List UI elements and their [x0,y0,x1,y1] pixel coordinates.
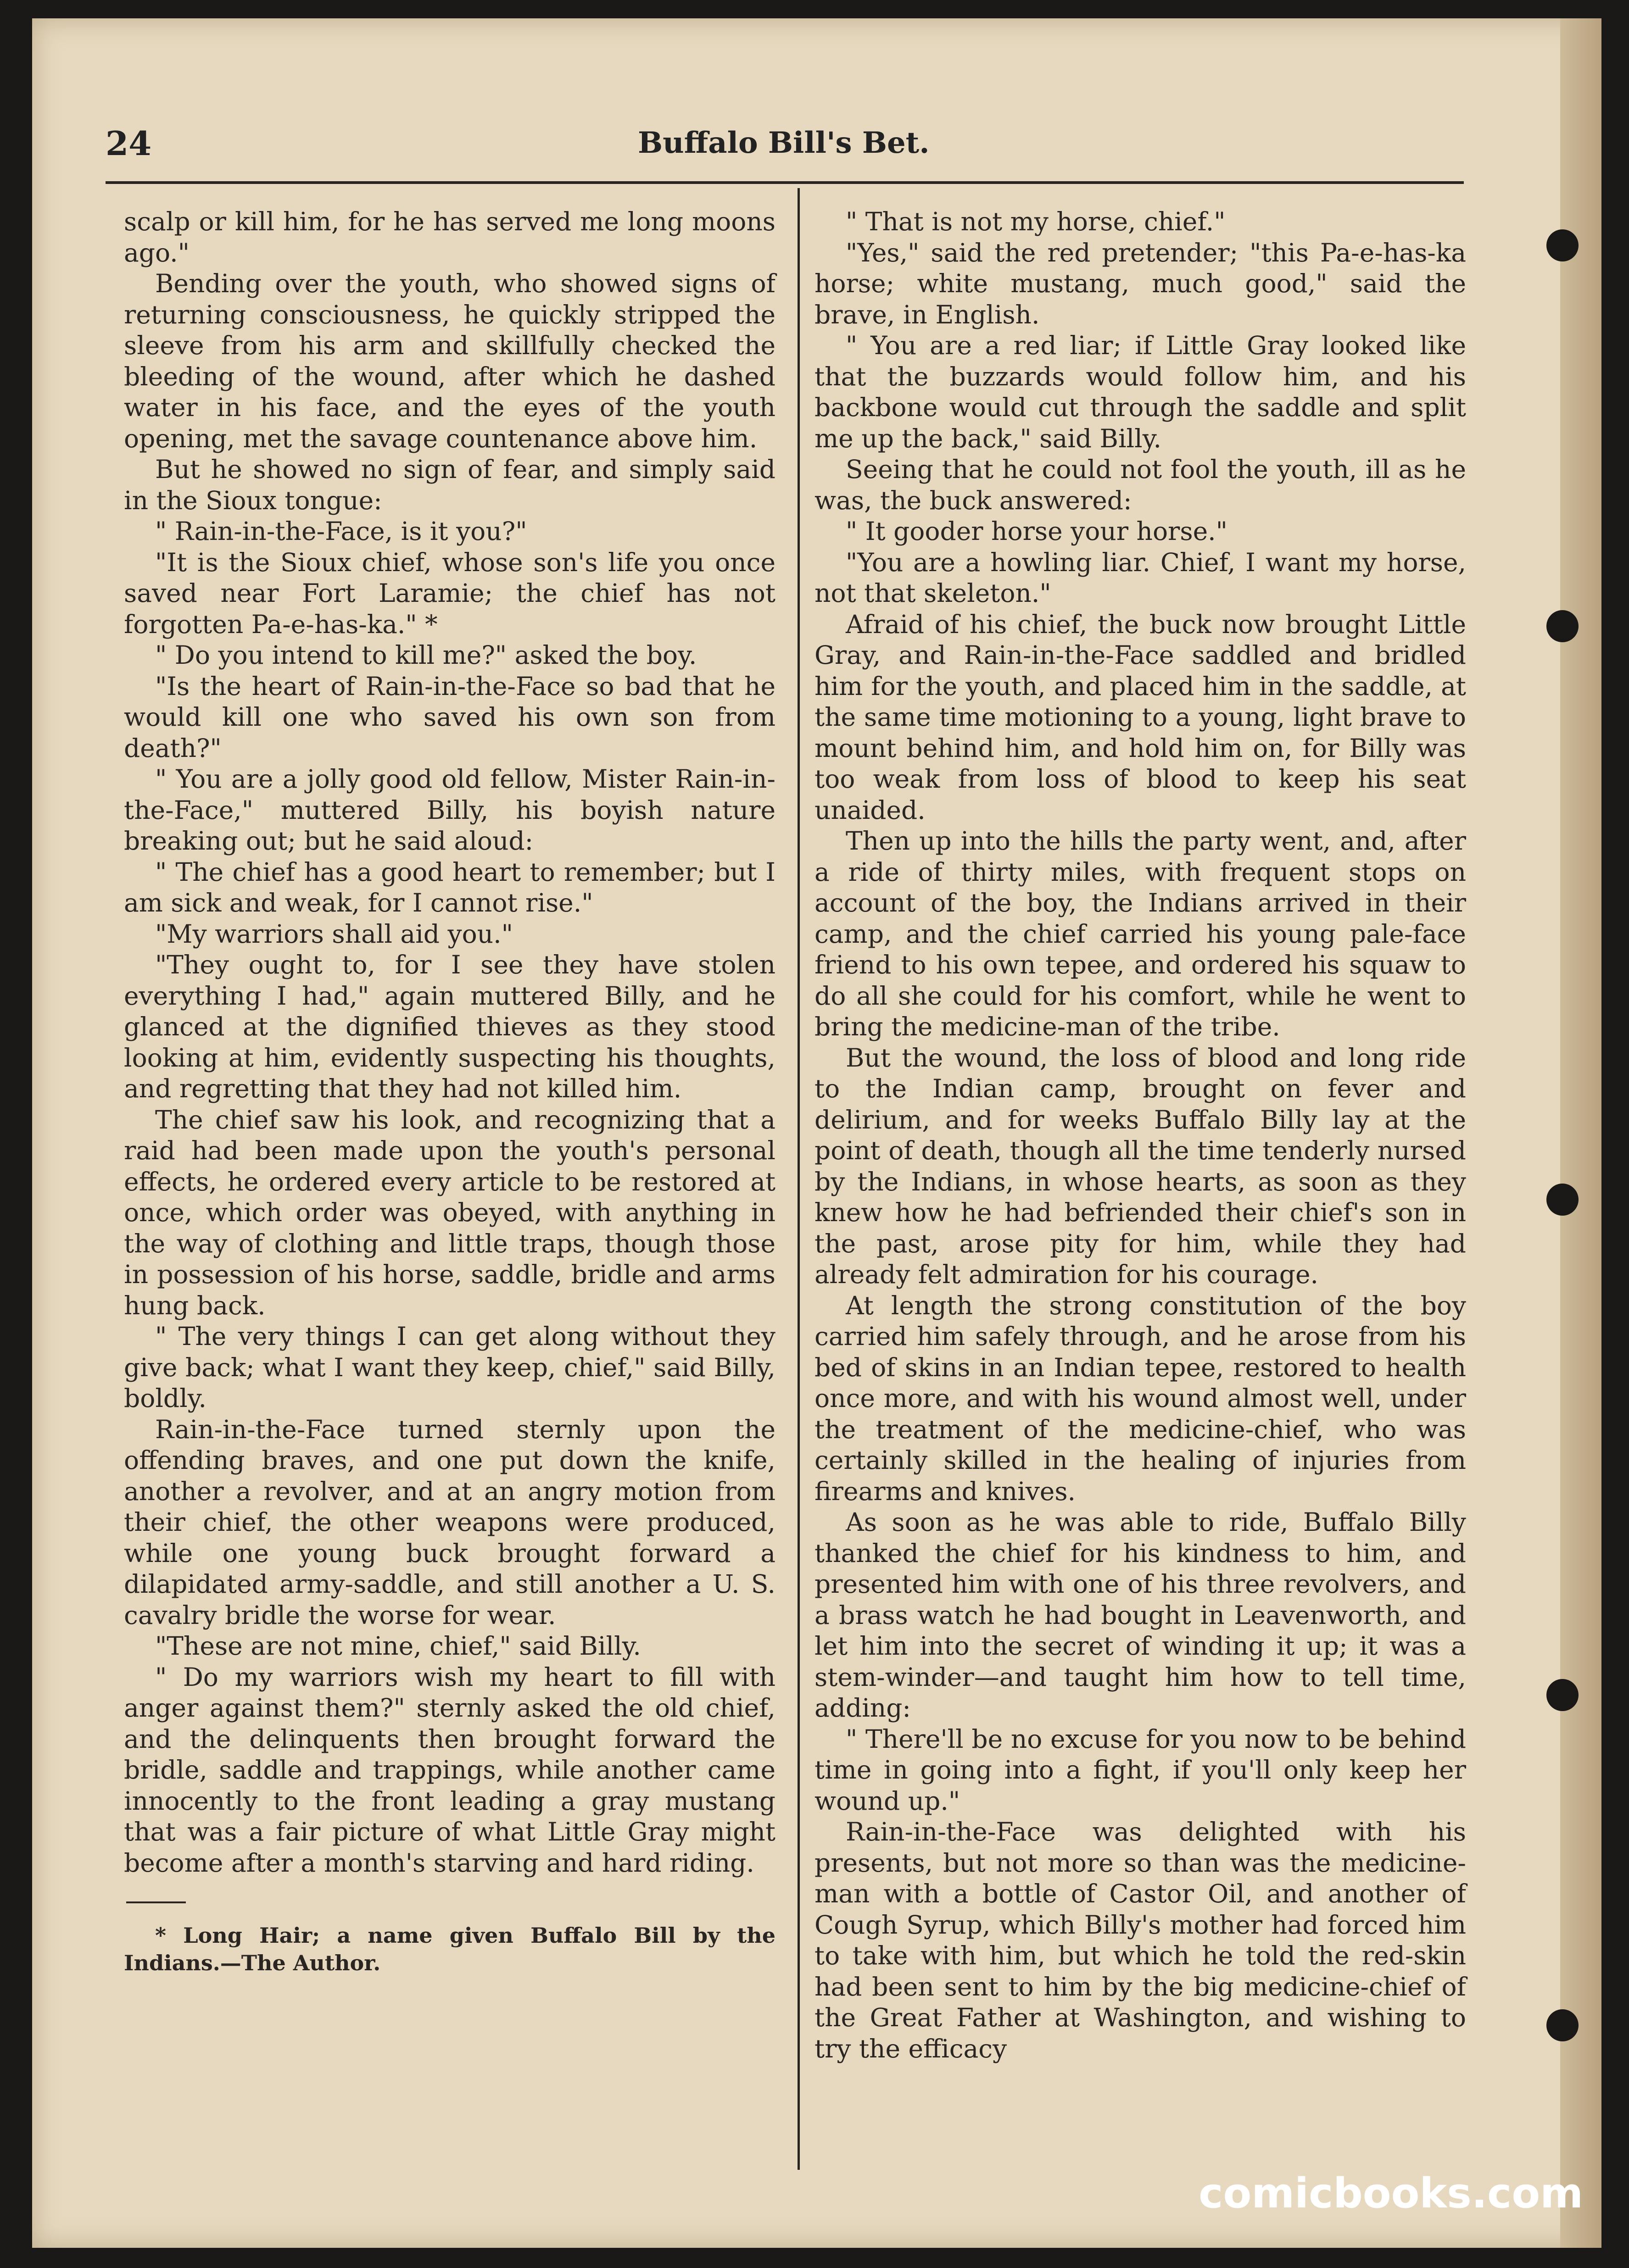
paragraph: "It is the Sioux chief, whose son's life you once saved near Fort Laramie; the chief has not forgotten Pa-e-has-ka." * [124,547,775,639]
binding-stitch [1546,610,1579,642]
header-rule [106,181,1464,184]
binding-stitch [1546,2009,1579,2041]
paragraph: "Is the heart of Rain-in-the-Face so bad that he would kill one who saved his own son from death?" [124,671,775,763]
page-number: 24 [106,124,152,163]
paragraph: " Do my warriors wish my heart to fill with anger against them?" sternly asked the old chief, and the delinquents then brought forward the bridle, saddle and trappings, while another came innocently to the front leading a gray mustang that was a fair picture of what Little Gray might become after a month's starving and hard riding. [124,1662,775,1878]
paragraph: Bending over the youth, who showed signs of returning consciousness, he quickly stripped the sleeve from his arm and skillfully checked the bleeding of the wound, after which he dashed water in his face, and the eyes of the youth opening, met the savage countenance above him. [124,269,775,453]
column-divider [798,188,800,2170]
paragraph: Seeing that he could not fool the youth, ill as he was, the buck answered: [814,455,1466,515]
paragraph: " The chief has a good heart to remember; but I am sick and weak, for I cannot rise." [124,857,775,917]
paragraph: Then up into the hills the party went, and, after a ride of thirty miles, with frequent stops on account of the boy, the Indians arrived in their camp, and the chief carried his young pale-face friend to his own tepee, and ordered his squaw to do all she could for his comfort, while he went to bring the medicine-man of the tribe. [814,826,1466,1041]
paragraph: " The very things I can get along without they give back; what I want they keep, chief," said Billy, boldly. [124,1322,775,1413]
paragraph: "My warriors shall aid you." [155,919,513,949]
left-column [124,206,775,1977]
paragraph: "You are a howling liar. Chief, I want my horse, not that skeleton." [814,547,1466,608]
running-title: Buffalo Bill's Bet. [638,126,930,160]
paragraph: The chief saw his look, and recognizing that a raid had been made upon the youth's personal effects, he ordered every article to be restored at once, which order was obeyed, with anything in the way of clothing and little traps, though those in possession of his horse, saddle, bridle and arms hung back. [124,1105,775,1320]
paragraph: Rain-in-the-Face turned sternly upon the offending braves, and one put down the knife, another a revolver, and at an angry motion from their chief, the other weapons were produced, while one young buck brought forward a dilapidated army-saddle, and still another a U. S. cavalry bridle the worse for wear. [124,1414,775,1630]
binding-stitch [1546,229,1579,261]
page-binding [1560,18,1601,2248]
paragraph: "They ought to, for I see they have stolen everything I had," again muttered Billy, and he glanced at the dignified thieves as they stood looking at him, evidently suspecting his thoughts, and regretting that they had not killed him. [124,950,775,1103]
paragraph: " You are a jolly good old fellow, Mister Rain-in-the-Face," muttered Billy, his boyish nature breaking out; but he said aloud: [124,764,775,856]
paragraph: Afraid of his chief, the buck now brought Little Gray, and Rain-in-the-Face saddled and bridled him for the youth, and placed him in the saddle, at the same time motioning to a young, light brave to mount behind him, and hold him on, for Billy was too weak from loss of blood to keep his seat unaided. [814,609,1466,825]
footnote-rule [126,1901,186,1903]
watermark: comicbooks.com [1199,2169,1583,2218]
paragraph: scalp or kill him, for he has served me long moons ago." [124,207,775,267]
binding-stitch [1546,1184,1579,1216]
paragraph: " It gooder horse your horse." [846,517,1227,546]
page-header [106,124,1464,165]
paragraph: " There'll be no excuse for you now to be behind time in going into a fight, if you'll only keep her wound up." [814,1724,1466,1816]
paragraph: At length the strong constitution of the boy carried him safely through, and he arose from his bed of skins in an Indian tepee, restored to health once more, and with his wound almost well, under the treatment of the medicine-chief, who was certainly skilled in the healing of injuries from firearms and knives. [814,1290,1466,1506]
right-column [814,206,1466,2064]
paragraph: " Do you intend to kill me?" asked the boy. [155,640,697,670]
binding-stitch [1546,1679,1579,1711]
paragraph: As soon as he was able to ride, Buffalo Billy thanked the chief for his kindness to him, and presented him with one of his three revolvers, and a brass watch he had bought in Leavenworth, and let him into the secret of winding it up; it was a stem-winder—and taught him how to tell time, adding: [814,1507,1466,1723]
paragraph: " You are a red liar; if Little Gray looked like that the buzzards would follow him, and his backbone would cut through the saddle and split me up the back," said Billy. [814,331,1466,453]
paragraph: But the wound, the loss of blood and long ride to the Indian camp, brought on fever and delirium, and for weeks Buffalo Billy lay at the point of death, though all the time tenderly nursed by the Indians, in whose hearts, as soon as they knew how he had befriended their chief's son in the past, arose pity for him, while they had already felt admiration for his courage. [814,1043,1466,1289]
footnote: * Long Hair; a name given Buffalo Bill by the Indians.—The Author. [124,1923,775,1975]
paragraph: Rain-in-the-Face was delighted with his presents, but not more so than was the medicine-man with a bottle of Castor Oil, and another of Cough Syrup, which Billy's mother had forced him to take with him, but which he told the red-skin had been sent to him by the big medicine-chief of the Great Father at Washington, and wishing to try the efficacy [814,1817,1466,2063]
paragraph: But he showed no sign of fear, and simply said in the Sioux tongue: [124,455,775,515]
paragraph: " Rain-in-the-Face, is it you?" [155,517,527,546]
paragraph: "These are not mine, chief," said Billy. [155,1631,641,1661]
paragraph: " That is not my horse, chief." [846,207,1226,236]
paragraph: "Yes," said the red pretender; "this Pa-e-has-ka horse; white mustang, much good," said the brave, in English. [814,238,1466,329]
